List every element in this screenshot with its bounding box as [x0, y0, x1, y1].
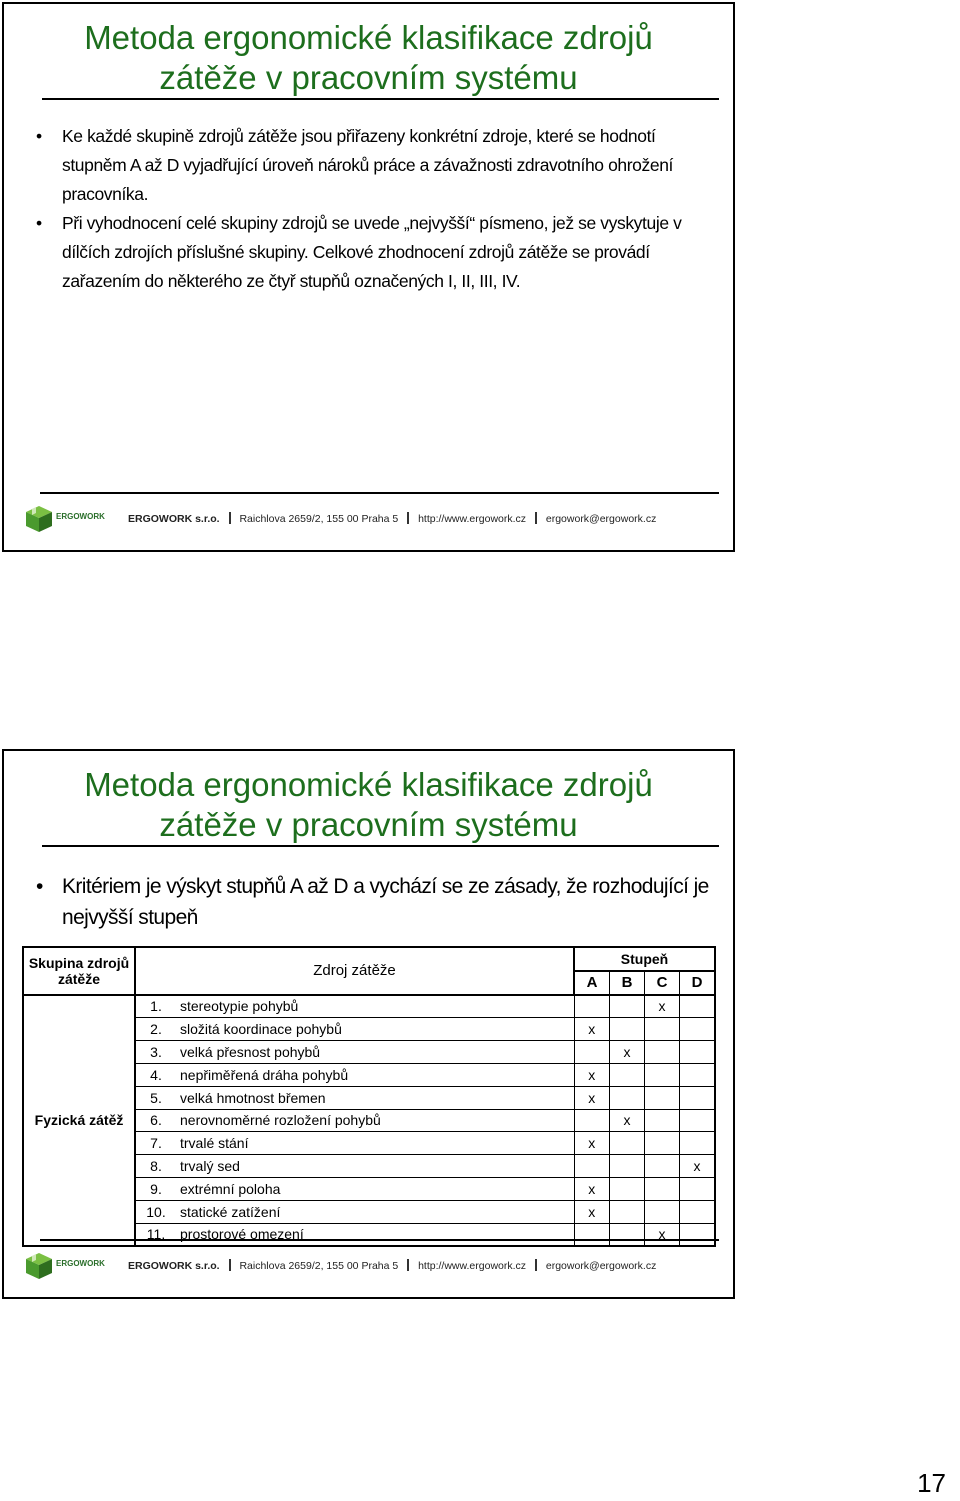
- group-name-cell: Fyzická zátěž: [23, 995, 135, 1247]
- row-number: 5.: [135, 1086, 176, 1109]
- bullet-list: [4, 122, 733, 296]
- company-address: Raichlova 2659/2, 155 00 Praha 5: [239, 513, 399, 525]
- degree-cell-d: [680, 995, 716, 1018]
- degree-cell-b: [610, 1155, 645, 1178]
- degree-cell-d: [680, 1109, 716, 1132]
- degree-cell-b: [610, 1018, 645, 1041]
- slide-title: [4, 18, 733, 98]
- degree-cell-a: x: [574, 1132, 610, 1155]
- row-number: 9.: [135, 1177, 176, 1200]
- degree-cell-b: x: [610, 1041, 645, 1064]
- footer-contact: [128, 512, 656, 525]
- bullet-list: [4, 871, 733, 933]
- source-name: trvalý sed: [176, 1155, 574, 1178]
- slide-footer: [4, 1239, 733, 1297]
- footer-divider: [40, 492, 719, 494]
- degree-cell-c: [645, 1109, 680, 1132]
- separator: [535, 512, 537, 524]
- title-line-1: Metoda ergonomické klasifikace zdrojů: [84, 766, 653, 803]
- source-name: velká přesnost pohybů: [176, 1041, 574, 1064]
- degree-cell-a: x: [574, 1018, 610, 1041]
- degree-cell-a: [574, 1155, 610, 1178]
- logo-text: ERGOWORK: [56, 1259, 105, 1268]
- degree-cell-b: [610, 1177, 645, 1200]
- bullet-item: • Ke každé skupině zdrojů zátěže jsou přiřazeny konkrétní zdroje, které se hodnotí stupněm A až D vyjadřující úroveň nároků práce a závažnosti zdravotního ohrožení pracovníka.: [4, 122, 733, 209]
- separator: [535, 1259, 537, 1271]
- degree-cell-a: x: [574, 1063, 610, 1086]
- row-number: 2.: [135, 1018, 176, 1041]
- degree-cell-d: [680, 1063, 716, 1086]
- degree-cell-b: [610, 995, 645, 1018]
- degree-cell-c: x: [645, 995, 680, 1018]
- row-number: 7.: [135, 1132, 176, 1155]
- degree-cell-c: [645, 1086, 680, 1109]
- page-number: 17: [917, 1468, 946, 1498]
- degree-letter: C: [645, 971, 680, 995]
- table-header-row: [23, 947, 715, 971]
- company-web: http://www.ergowork.cz: [418, 1260, 527, 1272]
- row-number: 3.: [135, 1041, 176, 1064]
- title-divider: [42, 845, 719, 847]
- source-name: nepřiměřená dráha pohybů: [176, 1063, 574, 1086]
- degree-cell-a: [574, 1041, 610, 1064]
- degree-cell-c: [645, 1041, 680, 1064]
- logo-text: ERGOWORK: [56, 512, 105, 521]
- degree-cell-c: [645, 1155, 680, 1178]
- footer-divider: [40, 1239, 719, 1241]
- source-name: statické zatížení: [176, 1200, 574, 1223]
- row-number: 11.: [135, 1223, 176, 1246]
- degree-cell-d: x: [680, 1155, 716, 1178]
- row-number: 6.: [135, 1109, 176, 1132]
- degree-header: Stupeň: [574, 947, 715, 971]
- row-number: 4.: [135, 1063, 176, 1086]
- company-email: ergowork@ergowork.cz: [545, 1260, 657, 1272]
- degree-cell-b: x: [610, 1109, 645, 1132]
- degree-cell-d: [680, 1200, 716, 1223]
- degree-cell-a: [574, 995, 610, 1018]
- source-header: Zdroj zátěže: [135, 947, 574, 995]
- degree-cell-c: [645, 1177, 680, 1200]
- degree-cell-c: [645, 1132, 680, 1155]
- company-email: ergowork@ergowork.cz: [545, 513, 657, 525]
- degree-cell-b: [610, 1200, 645, 1223]
- degree-cell-b: [610, 1086, 645, 1109]
- degree-cell-c: [645, 1063, 680, 1086]
- slide-footer: [4, 492, 733, 550]
- ergowork-logo-icon: [24, 1251, 54, 1281]
- degree-cell-b: [610, 1063, 645, 1086]
- source-name: nerovnoměrné rozložení pohybů: [176, 1109, 574, 1132]
- degree-letter: D: [680, 971, 716, 995]
- degree-cell-d: [680, 1086, 716, 1109]
- degree-cell-c: [645, 1200, 680, 1223]
- company-address: Raichlova 2659/2, 155 00 Praha 5: [239, 1260, 399, 1272]
- degree-cell-a: x: [574, 1177, 610, 1200]
- load-sources-table: [22, 946, 716, 1247]
- degree-cell-c: x: [645, 1223, 680, 1246]
- title-line-1: Metoda ergonomické klasifikace zdrojů: [84, 19, 653, 56]
- row-number: 8.: [135, 1155, 176, 1178]
- degree-cell-d: [680, 1041, 716, 1064]
- source-name: velká hmotnost břemen: [176, 1086, 574, 1109]
- company-name: ERGOWORK s.r.o.: [128, 513, 220, 525]
- company-web: http://www.ergowork.cz: [418, 513, 527, 525]
- title-line-2: zátěže v pracovním systému: [159, 59, 578, 96]
- separator: [229, 1259, 231, 1271]
- separator: [407, 512, 409, 524]
- group-header: Skupina zdrojů zátěže: [23, 947, 135, 995]
- degree-cell-d: [680, 1132, 716, 1155]
- degree-cell-d: [680, 1177, 716, 1200]
- table-row: [23, 995, 715, 1018]
- degree-cell-d: [680, 1018, 716, 1041]
- degree-cell-c: [645, 1018, 680, 1041]
- bullet-item: • Kritériem je výskyt stupňů A až D a vychází se ze zásady, že rozhodující je nejvyšší stupeň: [4, 871, 733, 933]
- degree-letter: A: [574, 971, 610, 995]
- source-name: trvalé stání: [176, 1132, 574, 1155]
- source-name: stereotypie pohybů: [176, 995, 574, 1018]
- degree-cell-b: [610, 1132, 645, 1155]
- degree-cell-a: x: [574, 1200, 610, 1223]
- separator: [229, 512, 231, 524]
- footer-contact: [128, 1259, 656, 1272]
- title-divider: [42, 98, 719, 100]
- company-name: ERGOWORK s.r.o.: [128, 1260, 220, 1272]
- slide-2: [2, 749, 735, 1299]
- source-name: složitá koordinace pohybů: [176, 1018, 574, 1041]
- row-number: 1.: [135, 995, 176, 1018]
- ergowork-logo-icon: [24, 504, 54, 534]
- row-number: 10.: [135, 1200, 176, 1223]
- source-name: extrémní poloha: [176, 1177, 574, 1200]
- degree-cell-a: [574, 1109, 610, 1132]
- degree-letter: B: [610, 971, 645, 995]
- separator: [407, 1259, 409, 1271]
- bullet-item: • Při vyhodnocení celé skupiny zdrojů se uvede „nejvyšší“ písmeno, jež se vyskytuje v dílčích zdrojích příslušné skupiny. Celkové zhodnocení zdrojů zátěže se provádí zařazením do některého ze čtyř stupňů označených I, II, III, IV.: [4, 209, 733, 296]
- slide-1: [2, 2, 735, 552]
- source-name: prostorové omezení: [176, 1223, 574, 1246]
- degree-cell-a: x: [574, 1086, 610, 1109]
- slide-title: [4, 765, 733, 845]
- title-line-2: zátěže v pracovním systému: [159, 806, 578, 843]
